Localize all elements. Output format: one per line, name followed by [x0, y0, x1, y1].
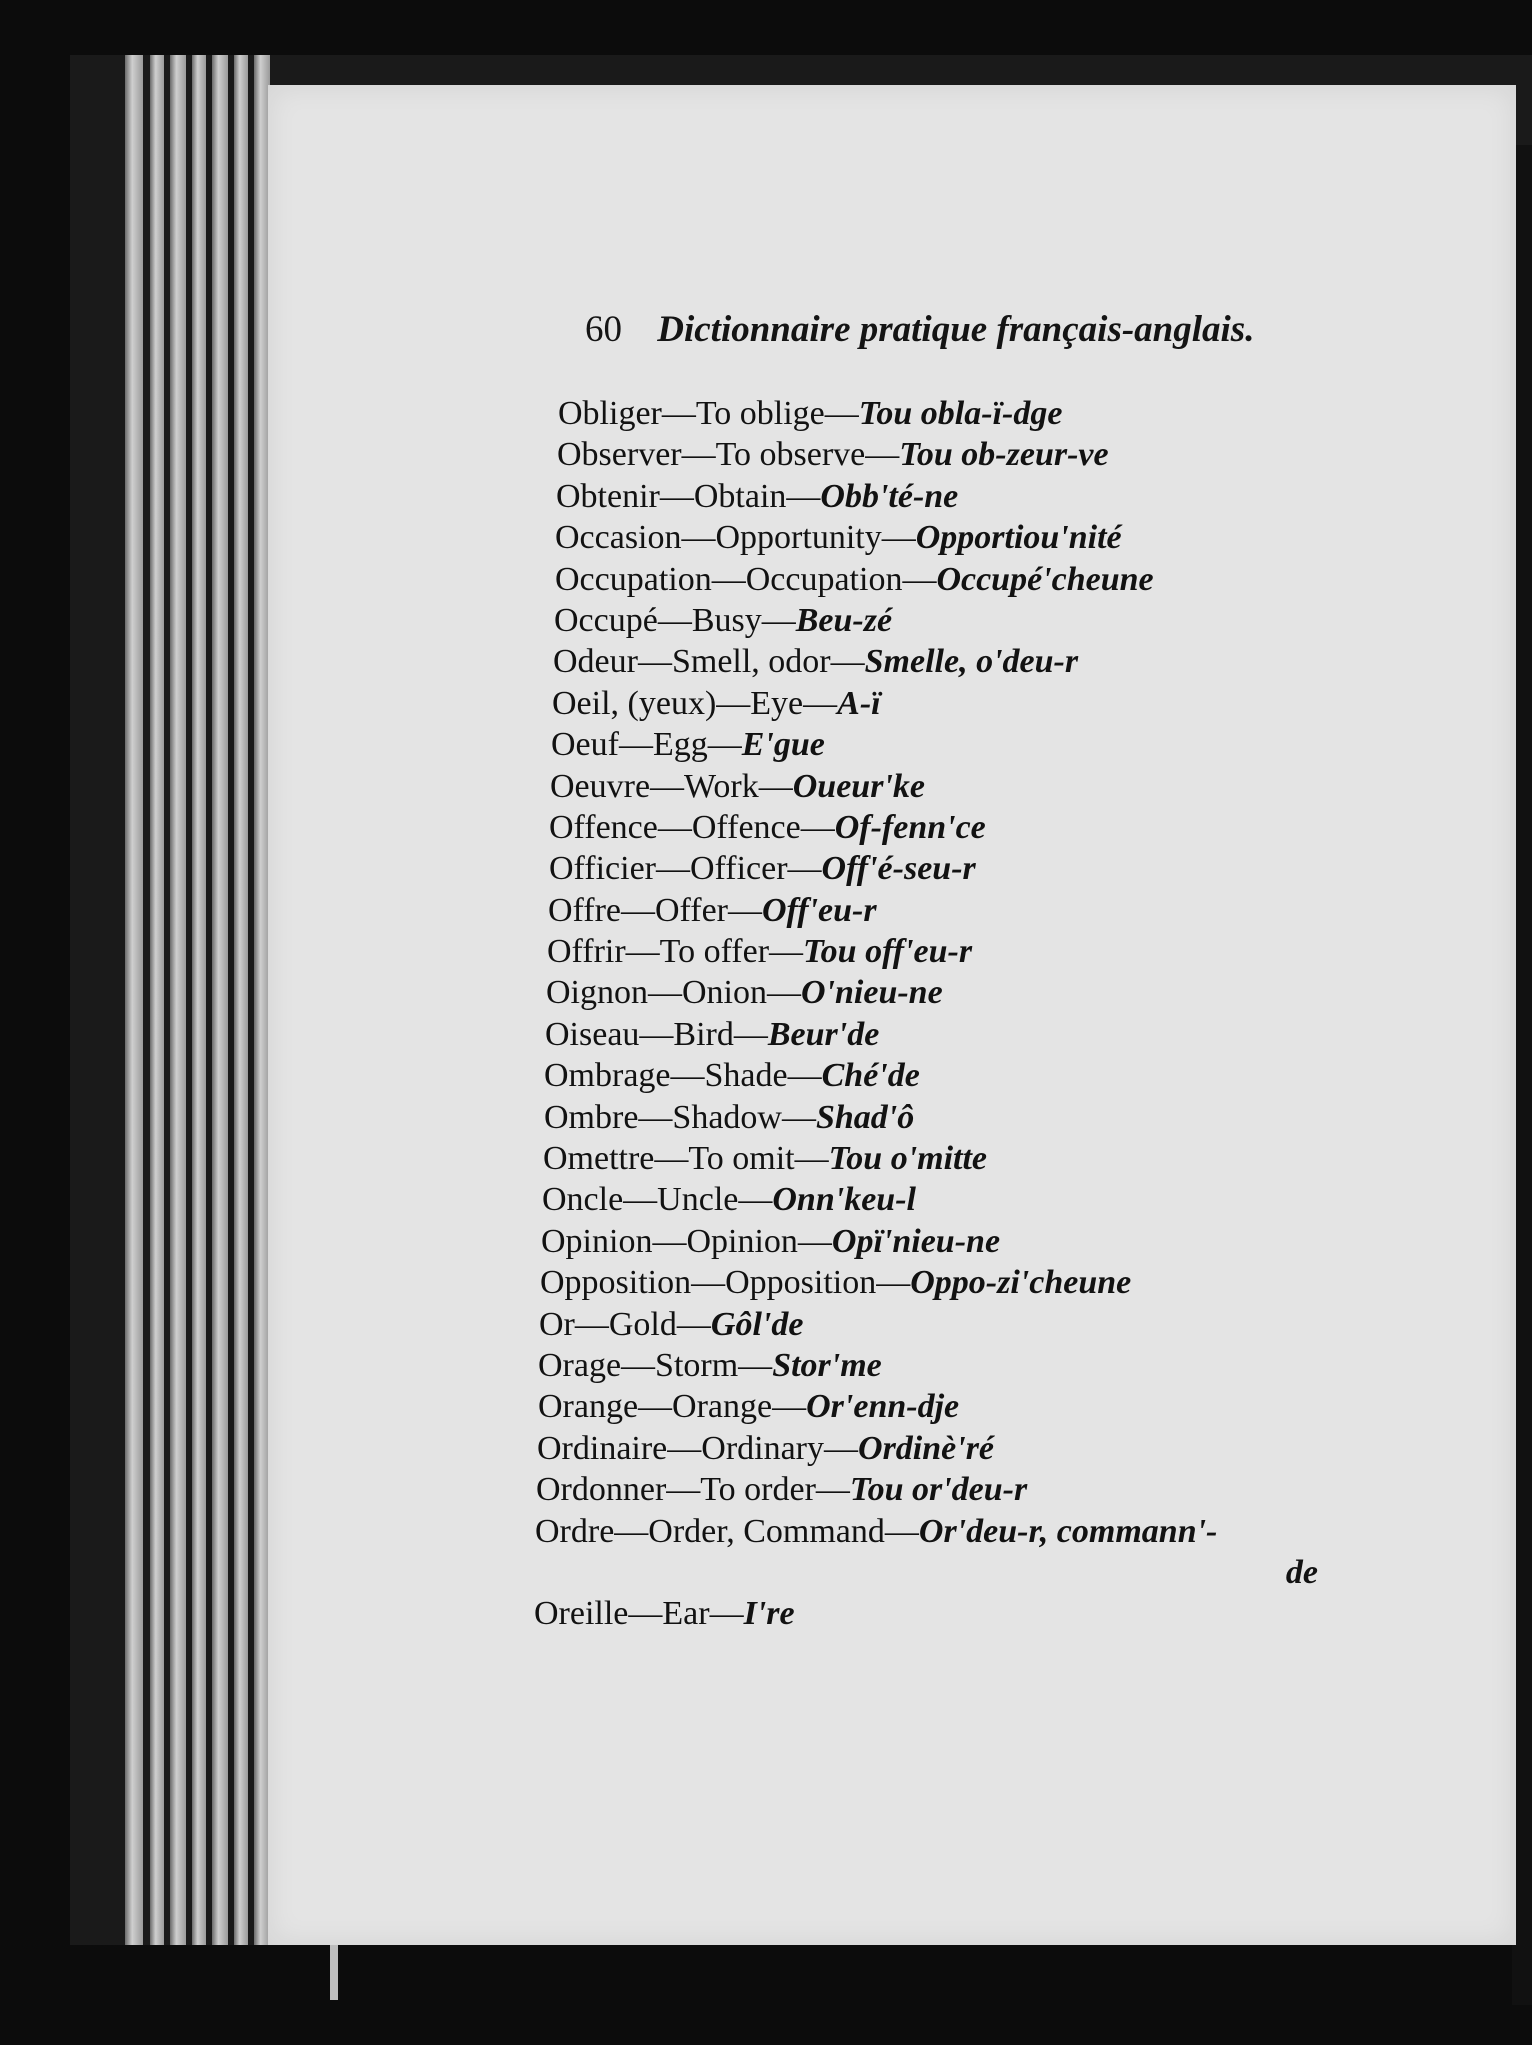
entry-pronunciation: O'nieu-ne [801, 974, 943, 1012]
dictionary-entry [551, 724, 1338, 765]
entry-pronunciation: Beu-zé [795, 601, 893, 639]
dictionary-entry [534, 1593, 1338, 1634]
dictionary-entry [549, 807, 1338, 848]
entry-pronunciation: Obb'té-ne [820, 477, 959, 515]
dictionary-entry [538, 1386, 1338, 1427]
page-edge [125, 55, 143, 1945]
entry-headword: Offence—Offence— [549, 808, 835, 846]
entry-pronunciation: Or'deu-r, commann'- [918, 1512, 1218, 1550]
dictionary-entry [536, 1469, 1338, 1510]
entry-headword: Oeuvre—Work— [550, 767, 793, 805]
entry-pronunciation: Gôl'de [710, 1305, 804, 1343]
dictionary-entry [558, 393, 1338, 434]
entry-headword: Oiseau—Bird— [545, 1015, 768, 1053]
entry-headword: Ombre—Shadow— [544, 1098, 816, 1136]
entry-pronunciation: Tou off'eu-r [803, 933, 973, 971]
dictionary-entry [557, 434, 1338, 475]
entry-list [534, 393, 1338, 1635]
dictionary-entry [549, 848, 1338, 889]
entry-headword: Ordre—Order, Command— [535, 1512, 919, 1550]
dictionary-entry [537, 1428, 1338, 1469]
dictionary-entry [546, 972, 1338, 1013]
entry-headword: Offre—Offer— [548, 891, 762, 929]
entry-pronunciation: Ché'de [821, 1057, 920, 1095]
entry-pronunciation: A-ï [837, 684, 881, 722]
entry-headword: Opposition—Opposition— [540, 1264, 911, 1302]
entry-pronunciation: Of-fenn'ce [834, 808, 986, 846]
entry-pronunciation: Oueur'ke [792, 767, 925, 805]
entry-pronunciation: Ordinè'ré [858, 1429, 995, 1467]
entry-headword: Ombrage—Shade— [544, 1057, 822, 1095]
page-edge [150, 55, 164, 1945]
dictionary-entry [541, 1221, 1338, 1262]
dictionary-entry [556, 476, 1338, 517]
dictionary-entry [545, 1014, 1338, 1055]
entry-headword: Occupé—Busy— [554, 601, 796, 639]
entry-headword: Orage—Storm— [538, 1346, 773, 1384]
entry-headword: Oignon—Onion— [546, 974, 801, 1012]
entry-headword: Offrir—To offer— [547, 933, 804, 971]
entry-pronunciation: Off'é-seu-r [821, 850, 976, 888]
entry-headword: Orange—Orange— [538, 1388, 807, 1426]
entry-pronunciation: Off'eu-r [762, 891, 877, 929]
entry-pronunciation-continuation: de [1285, 1553, 1318, 1591]
entry-pronunciation: I're [743, 1595, 795, 1633]
entry-pronunciation: Tou ob-zeur-ve [899, 436, 1109, 474]
entry-headword: Ordonner—To order— [536, 1471, 850, 1509]
dictionary-entry [539, 1304, 1338, 1345]
dictionary-entry [550, 766, 1338, 807]
page-number: 60 [585, 309, 622, 350]
dictionary-entry [535, 1511, 1338, 1594]
entry-headword: Oncle—Uncle— [542, 1181, 773, 1219]
page-edge [212, 55, 228, 1945]
entry-pronunciation: Tou or'deu-r [849, 1471, 1028, 1509]
page-header [585, 308, 1305, 351]
entry-pronunciation: Beur'de [767, 1015, 880, 1053]
entry-pronunciation: Occupé'cheune [936, 560, 1154, 598]
dictionary-entry [544, 1097, 1338, 1138]
entry-pronunciation: E'gue [741, 726, 825, 764]
page-edge [192, 55, 206, 1945]
entry-pronunciation: Shad'ô [815, 1098, 915, 1136]
entry-headword: Ordinaire—Ordinary— [537, 1429, 859, 1467]
dictionary-entry [544, 1055, 1338, 1096]
dictionary-entry [538, 1345, 1338, 1386]
dictionary-entry [540, 1262, 1338, 1303]
dictionary-entry [542, 1179, 1338, 1220]
entry-pronunciation: Stor'me [772, 1346, 882, 1384]
entry-headword: Obtenir—Obtain— [556, 477, 821, 515]
dictionary-entry [547, 931, 1338, 972]
entry-pronunciation: Opportiou'nité [915, 519, 1122, 557]
entry-pronunciation: Tou obla-ï-dge [858, 395, 1063, 432]
entry-headword: Or—Gold— [539, 1305, 711, 1343]
page-edge [170, 55, 186, 1945]
dictionary-entry [555, 517, 1338, 558]
dictionary-entry [552, 683, 1338, 724]
dictionary-entry [543, 1138, 1338, 1179]
entry-pronunciation: Opï'nieu-ne [831, 1222, 1001, 1260]
running-title: Dictionnaire pratique français-anglais. [657, 309, 1255, 350]
dictionary-entry [548, 890, 1338, 931]
entry-headword: Occasion—Opportunity— [555, 519, 916, 557]
dictionary-entry [554, 600, 1338, 641]
entry-headword: Oeuf—Egg— [551, 726, 742, 764]
entry-pronunciation: Oppo-zi'cheune [910, 1264, 1132, 1302]
entry-pronunciation: Onn'keu-l [772, 1181, 916, 1219]
entry-headword: Opinion—Opinion— [541, 1222, 832, 1260]
entry-pronunciation: Or'enn-dje [806, 1388, 960, 1426]
entry-headword: Observer—To observe— [557, 436, 900, 474]
dictionary-entry [553, 641, 1338, 682]
entry-headword: Occupation—Occupation— [555, 560, 937, 598]
entry-headword: Omettre—To omit— [543, 1140, 829, 1178]
entry-headword: Oreille—Ear— [534, 1595, 744, 1633]
dictionary-entry [555, 559, 1338, 600]
entry-headword: Oeil, (yeux)—Eye— [552, 684, 838, 722]
entry-headword: Obliger—To oblige— [558, 395, 859, 432]
page-edge [234, 55, 248, 1945]
entry-headword: Odeur—Smell, odor— [553, 643, 865, 681]
entry-pronunciation: Smelle, o'deu-r [864, 643, 1079, 681]
entry-headword: Officier—Officer— [549, 850, 822, 888]
entry-pronunciation: Tou o'mitte [828, 1140, 988, 1178]
